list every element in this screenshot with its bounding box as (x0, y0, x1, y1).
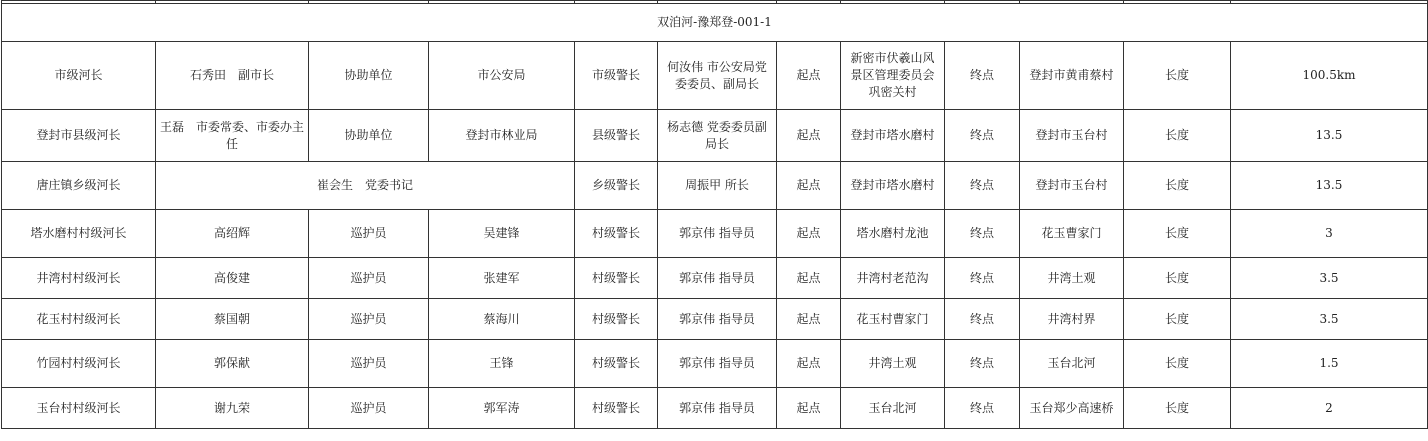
end-label-cell: 终点 (945, 42, 1020, 110)
length-label-cell: 长度 (1124, 210, 1231, 258)
table-row (2, 388, 1428, 429)
police-cell: 郭京伟 指导员 (658, 299, 777, 340)
partner-cell: 郭军涛 (429, 388, 575, 429)
police-level-cell: 村级警长 (575, 340, 658, 388)
end-cell: 井湾村界 (1020, 299, 1124, 340)
start-label-cell: 起点 (777, 258, 841, 299)
length-cell: 3.5 (1231, 258, 1428, 299)
start-label-cell: 起点 (777, 162, 841, 210)
chief-cell: 郭保献 (156, 340, 309, 388)
chief-cell: 蔡国朝 (156, 299, 309, 340)
end-cell: 登封市黄甫蔡村 (1020, 42, 1124, 110)
role-cell: 协助单位 (309, 110, 429, 162)
end-label-cell: 终点 (945, 258, 1020, 299)
start-cell: 井湾村老范沟 (841, 258, 945, 299)
title-row (2, 4, 1428, 42)
length-cell: 2 (1231, 388, 1428, 429)
length-cell: 100.5km (1231, 42, 1428, 110)
length-cell: 13.5 (1231, 162, 1428, 210)
end-cell: 玉台北河 (1020, 340, 1124, 388)
partner-cell: 登封市林业局 (429, 110, 575, 162)
level-cell: 花玉村村级河长 (2, 299, 156, 340)
partner-cell: 蔡海川 (429, 299, 575, 340)
level-cell: 玉台村村级河长 (2, 388, 156, 429)
end-label-cell: 终点 (945, 162, 1020, 210)
police-level-cell: 村级警长 (575, 388, 658, 429)
start-label-cell: 起点 (777, 340, 841, 388)
end-label-cell: 终点 (945, 210, 1020, 258)
start-cell: 登封市塔水磨村 (841, 162, 945, 210)
end-label-cell: 终点 (945, 110, 1020, 162)
start-label-cell: 起点 (777, 42, 841, 110)
length-cell: 13.5 (1231, 110, 1428, 162)
start-cell: 井湾土观 (841, 340, 945, 388)
end-cell: 花玉曹家门 (1020, 210, 1124, 258)
police-cell: 郭京伟 指导员 (658, 210, 777, 258)
length-cell: 1.5 (1231, 340, 1428, 388)
start-cell: 登封市塔水磨村 (841, 110, 945, 162)
chief-cell: 王磊 市委常委、市委办主任 (156, 110, 309, 162)
level-cell: 唐庄镇乡级河长 (2, 162, 156, 210)
start-label-cell: 起点 (777, 388, 841, 429)
police-cell: 郭京伟 指导员 (658, 340, 777, 388)
level-cell: 塔水磨村村级河长 (2, 210, 156, 258)
end-cell: 井湾土观 (1020, 258, 1124, 299)
role-cell: 巡护员 (309, 299, 429, 340)
river-chief-table (1, 0, 1428, 429)
end-cell: 登封市玉台村 (1020, 110, 1124, 162)
start-label-cell: 起点 (777, 110, 841, 162)
level-cell: 登封市县级河长 (2, 110, 156, 162)
table-row (2, 340, 1428, 388)
length-label-cell: 长度 (1124, 299, 1231, 340)
end-label-cell: 终点 (945, 299, 1020, 340)
role-cell: 巡护员 (309, 388, 429, 429)
end-label-cell: 终点 (945, 340, 1020, 388)
police-cell: 郭京伟 指导员 (658, 258, 777, 299)
role-cell: 巡护员 (309, 210, 429, 258)
table-row (2, 110, 1428, 162)
chief-cell: 高俊建 (156, 258, 309, 299)
chief-cell: 高绍辉 (156, 210, 309, 258)
police-cell: 杨志德 党委委员副局长 (658, 110, 777, 162)
level-cell: 竹园村村级河长 (2, 340, 156, 388)
police-cell: 何汝伟 市公安局党委委员、副局长 (658, 42, 777, 110)
length-label-cell: 长度 (1124, 162, 1231, 210)
start-cell: 新密市伏羲山风景区管理委员会巩密关村 (841, 42, 945, 110)
level-cell: 市级河长 (2, 42, 156, 110)
role-cell: 巡护员 (309, 258, 429, 299)
length-cell: 3 (1231, 210, 1428, 258)
end-cell: 登封市玉台村 (1020, 162, 1124, 210)
table-row (2, 210, 1428, 258)
end-cell: 玉台郑少高速桥 (1020, 388, 1124, 429)
chief-cell: 谢九荣 (156, 388, 309, 429)
start-label-cell: 起点 (777, 299, 841, 340)
length-label-cell: 长度 (1124, 388, 1231, 429)
start-cell: 塔水磨村龙池 (841, 210, 945, 258)
partner-cell: 吴建锋 (429, 210, 575, 258)
start-label-cell: 起点 (777, 210, 841, 258)
police-cell: 周振甲 所长 (658, 162, 777, 210)
role-cell: 协助单位 (309, 42, 429, 110)
partner-cell: 王锋 (429, 340, 575, 388)
end-label-cell: 终点 (945, 388, 1020, 429)
role-cell: 巡护员 (309, 340, 429, 388)
table-row (2, 299, 1428, 340)
chief-cell: 崔会生 党委书记 (156, 162, 575, 210)
start-cell: 玉台北河 (841, 388, 945, 429)
police-level-cell: 市级警长 (575, 42, 658, 110)
police-level-cell: 县级警长 (575, 110, 658, 162)
police-level-cell: 村级警长 (575, 299, 658, 340)
table-row (2, 162, 1428, 210)
table-row (2, 258, 1428, 299)
level-cell: 井湾村村级河长 (2, 258, 156, 299)
police-level-cell: 村级警长 (575, 210, 658, 258)
table-title: 双洎河-豫郑登-001-1 (2, 4, 1428, 42)
police-cell: 郭京伟 指导员 (658, 388, 777, 429)
police-level-cell: 乡级警长 (575, 162, 658, 210)
police-level-cell: 村级警长 (575, 258, 658, 299)
length-label-cell: 长度 (1124, 258, 1231, 299)
table-row (2, 42, 1428, 110)
length-cell: 3.5 (1231, 299, 1428, 340)
partner-cell: 市公安局 (429, 42, 575, 110)
start-cell: 花玉村曹家门 (841, 299, 945, 340)
chief-cell: 石秀田 副市长 (156, 42, 309, 110)
length-label-cell: 长度 (1124, 340, 1231, 388)
partner-cell: 张建军 (429, 258, 575, 299)
length-label-cell: 长度 (1124, 110, 1231, 162)
length-label-cell: 长度 (1124, 42, 1231, 110)
